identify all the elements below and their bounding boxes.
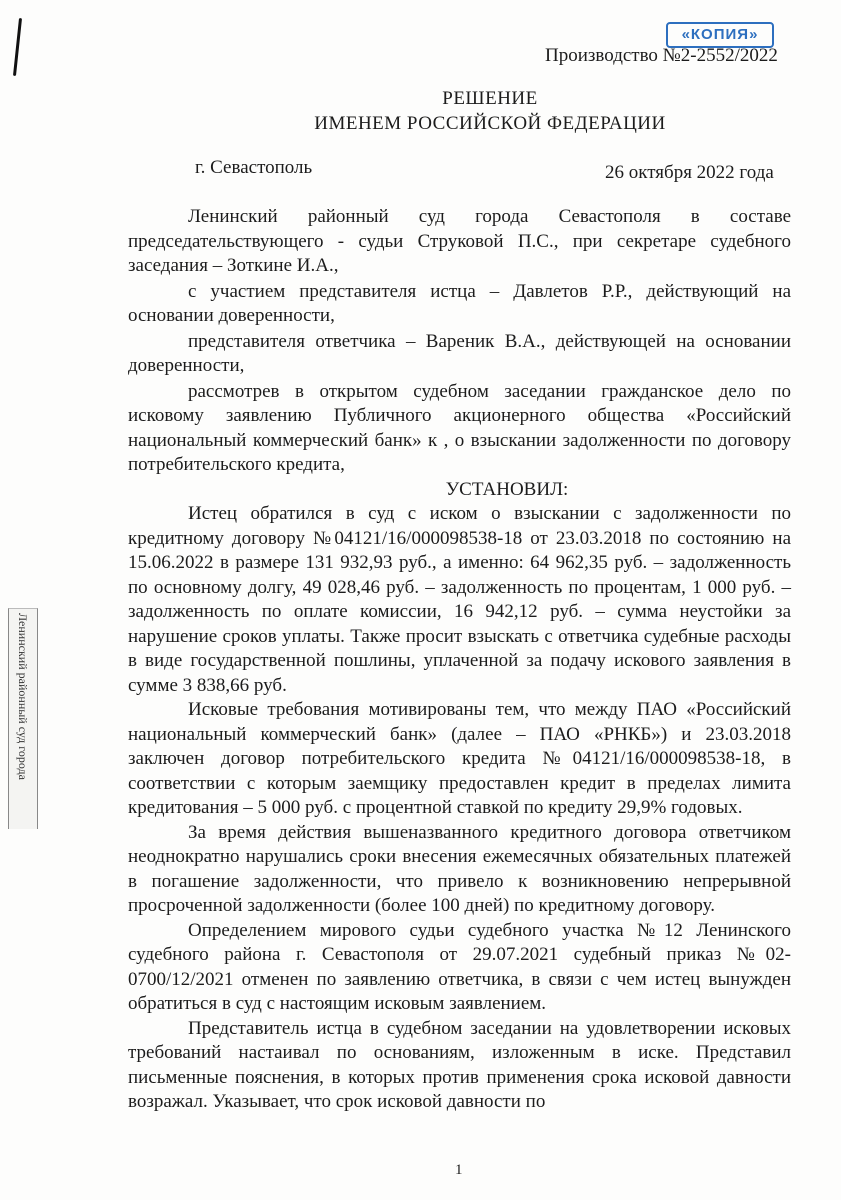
paragraph: Исковые требования мотивированы тем, что между ПАО «Российский национальный коммерческий банк» (далее – ПАО «РНКБ») и 23.03.2018 заключен договор потребительского кредита №04121/16/000098538-18, в соответствии с которым заемщику предоставлен кредит в пределах лимита кредитования – 5 000 руб. с процентной ставкой по кредиту 29,9% годовых.: [128, 699, 791, 818]
document-title: РЕШЕНИЕ: [442, 88, 538, 109]
paragraph: За время действия вышеназванного кредитного договора ответчиком неоднократно нарушались сроки внесения ежемесячных обязательных платежей в погашение задолженности, что привело к возникновению непрерывной просроченной задолженности (более 100 дней) по кредитному договору.: [128, 821, 791, 916]
city: г. Севастополь: [195, 157, 313, 178]
side-label-text: Ленинский районный суд города: [16, 613, 30, 780]
paragraph: с участием представителя истца – Давлетов Р.Р., действующий на основании доверенности,: [128, 280, 791, 326]
paragraph: рассмотрев в открытом судебном заседании гражданское дело по исковому заявлению Публичного акционерного общества «Российский национальный коммерческий банк» к , о взыскании задолженности по договору потребительского кредита,: [128, 380, 791, 475]
paragraph: представителя ответчика – Вареник В.А., действующей на основании доверенности,: [128, 330, 791, 376]
section-heading: УСТАНОВИЛ:: [445, 478, 569, 500]
paragraph: Истец обратился в суд с иском о взыскании с задолженности по кредитному договору №04121/16/000098538-18 от 23.03.2018 по состоянию на 15.06.2022 в размере 131 932,93 руб., а именно: 64 962,35 руб. – задолженность по основному долгу, 49 028,46 руб. – задолженность по процентам, 1 000 руб. – задолженность по оплате комиссии, 16 942,12 руб. – сумма неустойки за нарушение сроков уплаты. Также просит взыскать с ответчика судебные расходы в виде государственной пошлины, уплаченной за подачу искового заявления в сумме 3 838,66 руб.: [128, 503, 791, 696]
paragraph: Представитель истца в судебном заседании на удовлетворении исковых требований настаивал по основаниям, изложенным в иске. Представил письменные пояснения, в которых против применения срока исковой давности возражал. Указывает, что срок исковой давности по: [128, 1017, 791, 1112]
decision-date: 26 октября 2022 года: [605, 162, 774, 183]
case-number: Производство №2-2552/2022: [545, 45, 778, 66]
document-subtitle: ИМЕНЕМ РОССИЙСКОЙ ФЕДЕРАЦИИ: [314, 113, 666, 134]
document-body: [128, 205, 791, 1115]
paragraph: Определением мирового судьи судебного участка №12 Ленинского судебного района г. Севастополя от 29.07.2021 судебный приказ №02-0700/12/2021 отменен по заявлению ответчика, в связи с чем истец вынужден обратиться в суд с настоящим исковым заявлением.: [128, 919, 791, 1014]
side-court-label: [8, 608, 38, 829]
edge-scan-mark: [13, 18, 22, 76]
page-number: 1: [455, 1162, 463, 1178]
paragraph: Ленинский районный суд города Севастополя в составе председательствующего - судьи Струковой П.С., при секретаре судебного заседания – Зоткине И.А.,: [128, 206, 791, 276]
copy-stamp: «КОПИЯ»: [666, 22, 774, 48]
